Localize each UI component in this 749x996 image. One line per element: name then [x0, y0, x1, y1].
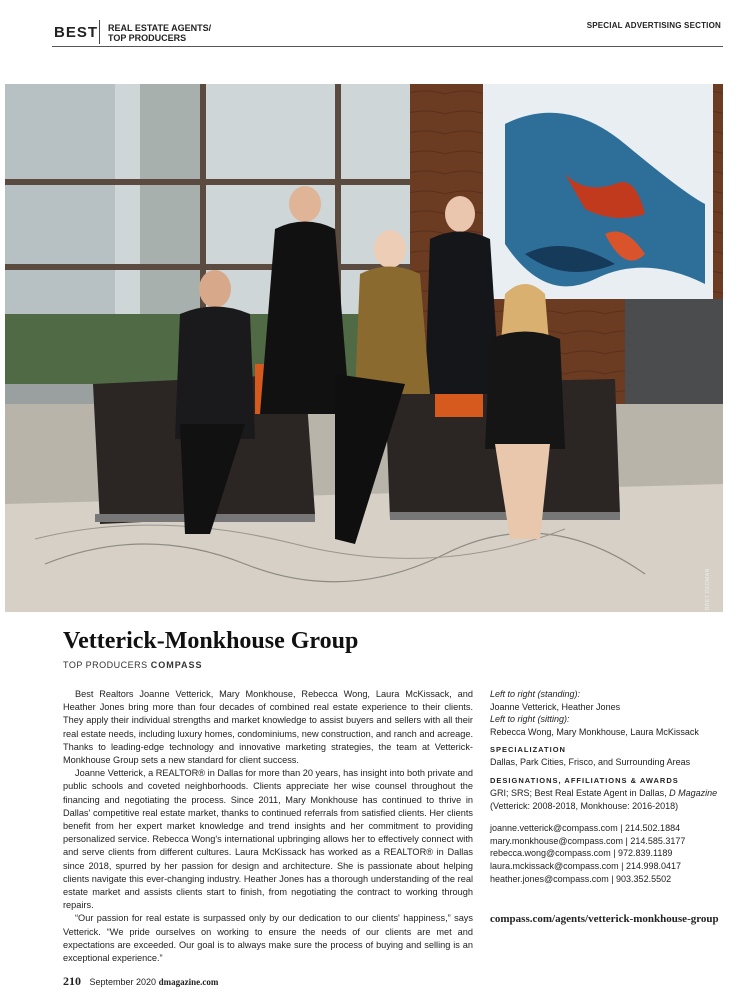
paragraph-3: “Our passion for real estate is surpassed only by our dedication to our clients' happiness,” says Vetterick. “We pride ourselves on working to ensure the needs of our clients are met and expectations are exceeded. Our goal is to always make sure the process of buying and selling is an exceptional experience.” — [63, 913, 473, 964]
category-line-1: REAL ESTATE AGENTS/ — [108, 23, 212, 33]
specialization-text: Dallas, Park Cities, Frisco, and Surrounding Areas — [490, 757, 691, 768]
special-section-label: SPECIAL ADVERTISING SECTION — [586, 21, 721, 30]
issue-date: September 2020 — [89, 977, 157, 987]
sitting-label: Left to right (sitting): — [490, 714, 570, 725]
sitting-names: Rebecca Wong, Mary Monkhouse, Laura McKissack — [490, 726, 699, 737]
paragraph-1: Best Realtors Joanne Vetterick, Mary Monkhouse, Rebecca Wong, Laura McKissack, and Heather Jones bring more than four decades of combined real estate experience to their clients. They apply their individual strengths and market knowledge to assist buyers and sellers with all their real estate needs, including luxury homes, condominiums, new construction, and ranch and acreage. Thanks to leading-edge technology and innovative marketing strategies, the team at Vetterick-Monkhouse Group sets a new standard for client success. — [63, 689, 473, 766]
brand-name: COMPASS — [150, 660, 203, 670]
category-label — [108, 23, 211, 43]
group-photo-illustration — [5, 84, 723, 612]
article-subtitle — [63, 660, 203, 670]
article-body — [63, 688, 473, 965]
magazine-site: dmagazine.com — [158, 977, 219, 987]
paragraph-2: Joanne Vetterick, a REALTOR® in Dallas for more than 20 years, has insight into both private and public schools and coveted neighborhoods. Clients appreciate her wise counsel throughout the financing and negotiating the process. Since 2011, Mary Monkhouse has continued to thrive in Dallas' competitive real estate market, thanks to continued referrals from satisfied clients. Her clients benefit from her expert market knowledge and trend insights and her commitment to providing personalized service. Rebecca Wong's international upbringing allows her to effectively connect with and serve clients from different cultures. Laura McKissack has worked as a REALTOR® in Dallas since 2018, spurred by her passion for design and architecture. She is passionate about helping clients navigate this ever-changing industry. Heather Jones has a thorough understanding of the real estate market and assists clients start to finish, from negotiating the contract to working through repairs. — [63, 768, 473, 911]
contact-jones[interactable]: heather.jones@compass.com | 903.352.5502 — [490, 873, 672, 884]
category-line-2: TOP PRODUCERS — [108, 33, 187, 43]
contact-wong[interactable]: rebecca.wong@compass.com | 972.839.1189 — [490, 848, 673, 859]
header-divider — [99, 20, 100, 44]
page-number: 210 — [63, 974, 81, 988]
sidebar — [490, 688, 730, 885]
website-link[interactable]: compass.com/agents/vetterick-monkhouse-group — [490, 913, 719, 925]
page-footer — [63, 974, 218, 989]
page-header — [0, 0, 749, 48]
specialization-heading: SPECIALIZATION — [490, 745, 566, 755]
article-title: Vetterick-Monkhouse Group — [63, 628, 359, 654]
designations-years: (Vetterick: 2008-2018, Monkhouse: 2016-2018) — [490, 800, 679, 811]
subtitle-text: TOP PRODUCERS — [63, 660, 148, 670]
contact-vetterick[interactable]: joanne.vetterick@compass.com | 214.502.1884 — [490, 823, 681, 834]
section-label: BEST — [54, 24, 99, 41]
contact-list — [490, 822, 730, 885]
standing-names: Joanne Vetterick, Heather Jones — [490, 701, 621, 712]
group-photo — [5, 84, 723, 612]
designations-prefix: GRI; SRS; Best Real Estate Agent in Dallas, — [490, 787, 670, 798]
contact-mckissack[interactable]: laura.mckissack@compass.com | 214.998.0417 — [490, 860, 682, 871]
header-rule — [52, 46, 723, 47]
designations-magazine: D Magazine — [669, 787, 718, 798]
designations-text — [490, 787, 730, 800]
standing-label: Left to right (standing): — [490, 689, 581, 699]
contact-monkhouse[interactable]: mary.monkhouse@compass.com | 214.585.3177 — [490, 835, 686, 846]
photo-credit: BRET REDMAN — [705, 568, 711, 610]
designations-heading: DESIGNATIONS, AFFILIATIONS & AWARDS — [490, 775, 679, 785]
